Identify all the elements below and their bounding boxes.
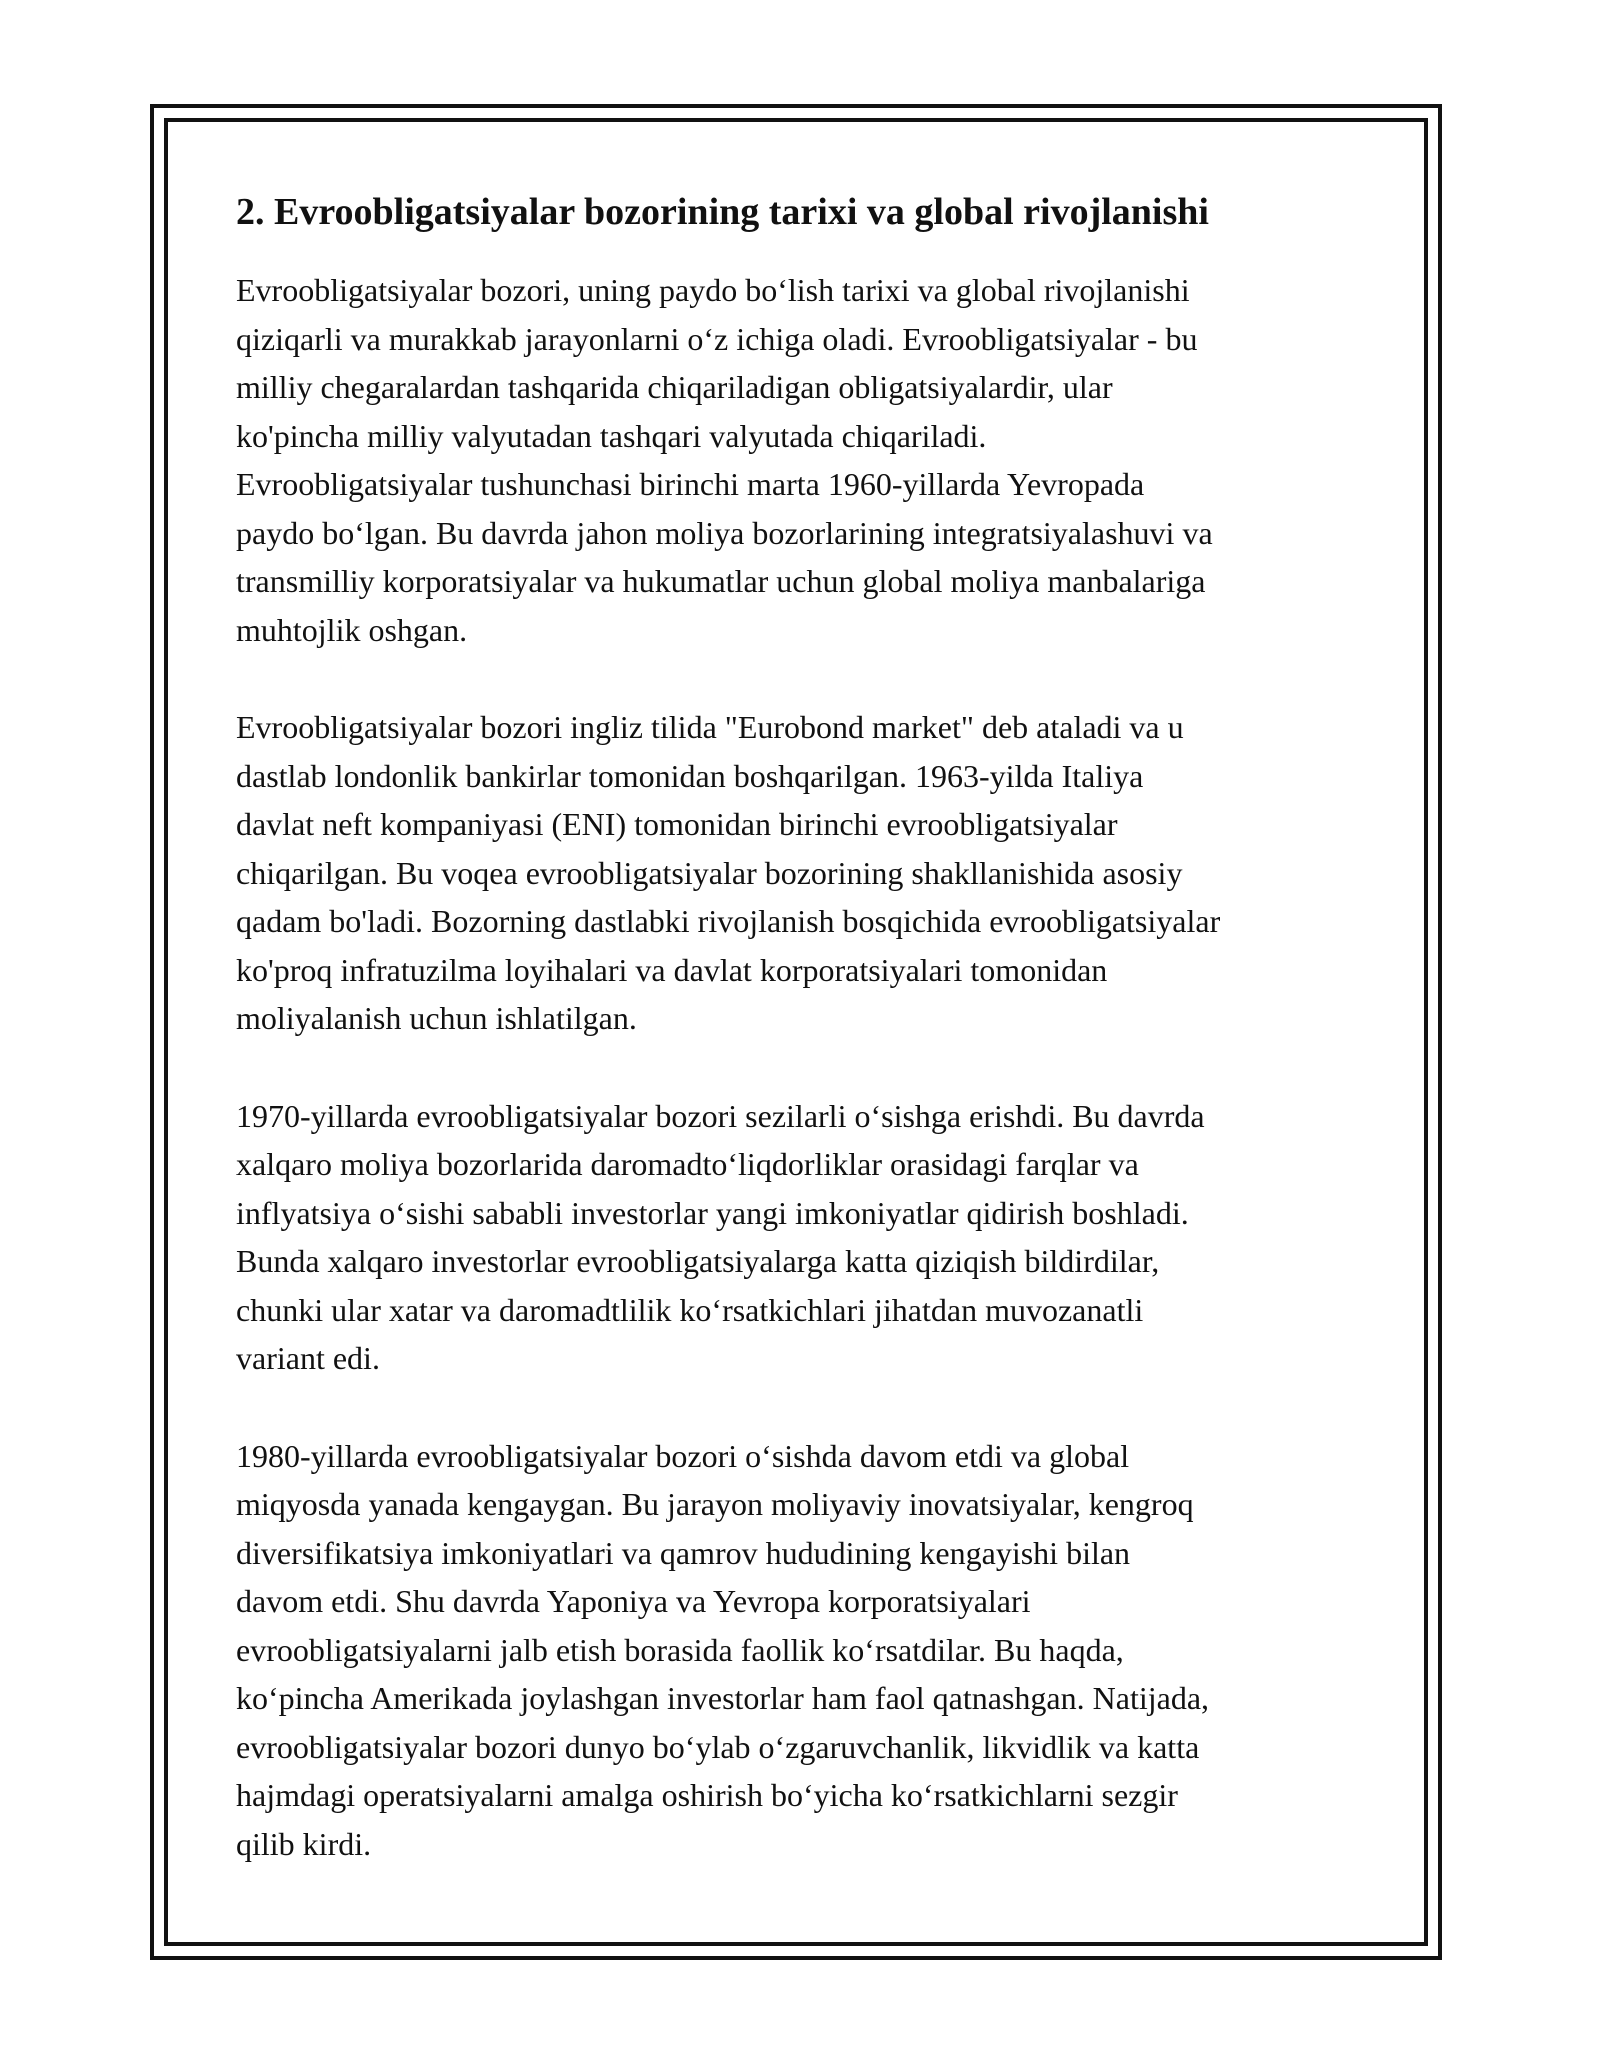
document-body [236,186,1366,1917]
paragraph-1 [236,266,1366,654]
paragraph-3 [236,1092,1366,1383]
text-line: Evroobligatsiyalar tushunchasi birinchi marta 1960-yillarda Yevropada [236,466,1145,502]
text-line: davom etdi. Shu davrda Yaponiya va Yevropa korporatsiyalari [236,1583,1031,1619]
text-line: variant edi. [236,1340,380,1376]
text-line: evroobligatsiyalarni jalb etish borasida faollik ko‘rsatdilar. Bu haqda, [236,1631,1124,1668]
paragraph-2 [236,703,1366,1043]
text-line: hajmdagi operatsiyalarni amalga oshirish bo‘yicha ko‘rsatkichlarni sezgir [236,1777,1178,1813]
text-line: 1970-yillarda evroobligatsiyalar bozori sezilarli o‘sishga erishdi. Bu davrda [236,1097,1205,1134]
text-line: Evroobligatsiyalar bozori, uning paydo bo‘lish tarixi va global rivojlanishi [236,272,1190,308]
text-line: 1980-yillarda evroobligatsiyalar bozori o‘sishda davom etdi va global [236,1437,1130,1474]
text-line: muhtojlik oshgan. [236,611,468,648]
text-line: qadam bo'ladi. Bozorning dastlabki rivojlanish bosqichida evroobligatsiyalar [236,903,1221,939]
text-line: ko'pincha milliy valyutadan tashqari valyutada chiqariladi. [236,417,987,454]
text-line: chunki ular xatar va daromadtlilik ko‘rsatkichlari jihatdan muvozanatli [236,1291,1144,1328]
text-line: diversifikatsiya imkoniyatlari va qamrov hududining kengayishi bilan [236,1534,1131,1571]
text-line: miqyosda yanada kengaygan. Bu jarayon moliyaviy inovatsiyalar, kengroq [236,1486,1194,1522]
text-line: xalqaro moliya bozorlarida daromadto‘liqdorliklar orasidagi farqlar va [236,1146,1139,1182]
text-line: chiqarilgan. Bu voqea evroobligatsiyalar bozorining shakllanishida asosiy [236,854,1183,891]
text-line: dastlab londonlik bankirlar tomonidan boshqarilgan. 1963-yilda Italiya [236,757,1144,794]
text-line: davlat neft kompaniyasi (ENI) tomonidan birinchi evroobligatsiyalar [236,806,1118,842]
text-line: paydo bo‘lgan. Bu davrda jahon moliya bozorlarining integratsiyalashuvi va [236,514,1213,551]
text-line: ko‘pincha Amerikada joylashgan investorlar ham faol qatnashgan. Natijada, [236,1680,1210,1716]
text-line: ko'proq infratuzilma loyihalari va davlat korporatsiyalari tomonidan [236,951,1108,988]
text-line: milliy chegaralardan tashqarida chiqariladigan obligatsiyalardir, ular [236,369,1113,405]
text-line: evroobligatsiyalar bozori dunyo bo‘ylab o‘zgaruvchanlik, likvidlik va katta [236,1728,1200,1765]
text-line: Bunda xalqaro investorlar evroobligatsiyalarga katta qiziqish bildirdilar, [236,1243,1160,1279]
text-line: moliyalanish uchun ishlatilgan. [236,1000,637,1036]
text-line: transmilliy korporatsiyalar va hukumatlar uchun global moliya manbalariga [236,563,1206,599]
text-line: qiziqarli va murakkab jarayonlarni o‘z ichiga oladi. Evroobligatsiyalar - bu [236,320,1198,357]
paragraph-4 [236,1432,1366,1869]
text-line: qilib kirdi. [236,1825,372,1862]
text-line: Evroobligatsiyalar bozori ingliz tilida "Eurobond market" deb ataladi va u [236,709,1184,745]
section-heading: 2. Evroobligatsiyalar bozorining tarixi va global rivojlanishi [236,191,1209,233]
text-line: inflyatsiya o‘sishi sababli investorlar yangi imkoniyatlar qidirish boshladi. [236,1194,1189,1231]
